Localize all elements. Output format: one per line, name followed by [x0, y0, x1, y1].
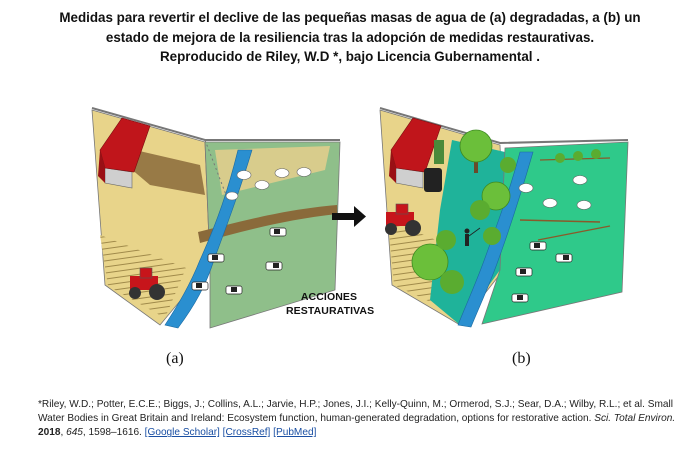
- title-line-2: estado de mejora de la resiliencia tras la adopción de medidas restaurativas.: [105, 29, 595, 45]
- reference-authors: *Riley, W.D.; Potter, E.C.E.; Biggs, J.; Collins, A.L.; Jarvie, H.P.; Jones, J.I.; Kelly-Quinn, M.; Ormerod, S.J.; Sear, D.A.; Wilby, R.L.; et al. Small Water Bodies in Great Britain and Ireland: Ecosystem function, human-generated degradation, options for restorative action.: [38, 399, 673, 425]
- title-line-3: Reproducido de Riley, W.D *, bajo Licencia Gubernamental .: [160, 49, 540, 64]
- panel-b-restored-landscape: [380, 108, 628, 327]
- panel-a-label: (a): [166, 350, 184, 367]
- reference-pages: , 1598–1616.: [82, 427, 142, 439]
- google-scholar-link[interactable]: [Google Scholar]: [144, 427, 220, 439]
- panel-b-label: (b): [512, 350, 531, 367]
- crossref-link[interactable]: [CrossRef]: [222, 427, 271, 439]
- actions-caption-line-2: RESTAURATIVAS: [286, 305, 375, 317]
- reference-volume: 645: [66, 427, 83, 439]
- reference-journal: Sci. Total Environ.: [594, 413, 676, 425]
- pubmed-link[interactable]: [PubMed]: [273, 427, 317, 439]
- reference-citation: *Riley, W.D.; Potter, E.C.E.; Biggs, J.; Collins, A.L.; Jarvie, H.P.; Jones, J.I.; Kelly-Quinn, M.; Ormerod, S.J.; Sear, D.A.; Wilby, R.L.; et al. Small Water Bodies in Great Britain and Ireland: Ecosystem function, human-generated degradation, options for restorative action. Sci. Total Environ. 2018, 645, 1598–1616. [Google Scholar] [CrossRef] [PubMed]: [38, 399, 676, 439]
- title-line-1: Medidas para revertir el declive de las pequeñas masas de agua de (a) degradadas, a (b) un: [59, 10, 641, 25]
- restorative-actions-caption: [286, 290, 375, 318]
- actions-caption-line-1: ACCIONES: [300, 291, 358, 303]
- reference-year: 2018: [38, 427, 61, 439]
